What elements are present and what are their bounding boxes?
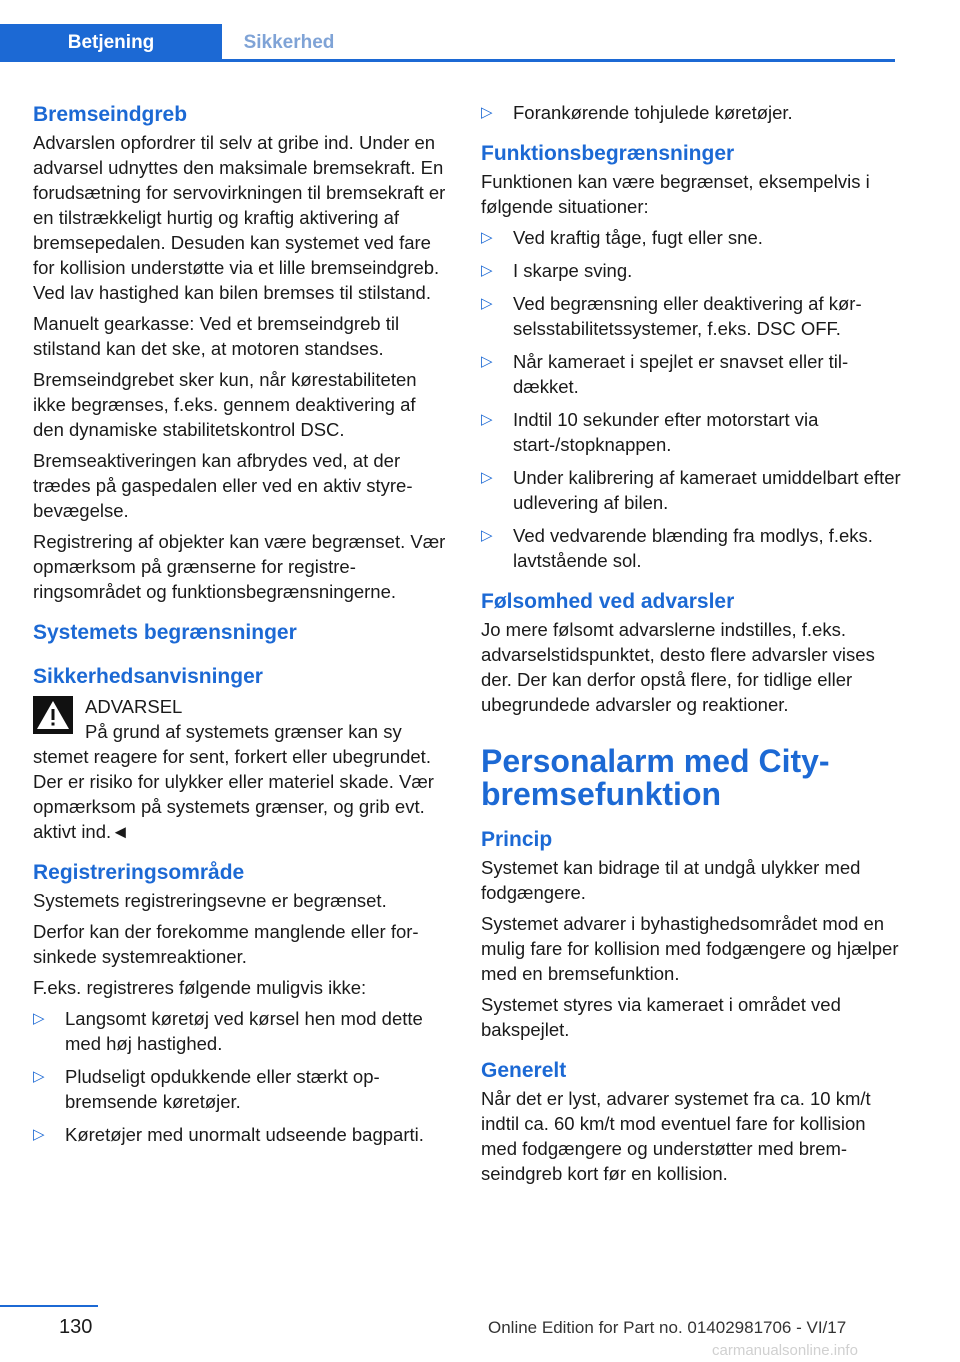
triangle-bullet-icon: ▷: [481, 469, 493, 486]
paragraph: Manuelt gearkasse: Ved et bremseindgreb til stilstand kan det ske, at motoren standses.: [33, 313, 400, 359]
triangle-bullet-icon: ▷: [481, 353, 493, 370]
paragraph: Systemet kan bidrage til at undgå ulykker med fodgængere.: [481, 857, 861, 903]
right-column: [481, 100, 901, 1192]
list-item: ▷ Under kalibrering af kameraet umiddelbart efter udlevering af bilen.: [481, 467, 901, 513]
list-item: ▷ Langsomt køretøj ved kørsel hen mod dette med høj hastighed.: [33, 1008, 423, 1054]
list-item: ▷ I skarpe sving.: [481, 260, 633, 281]
triangle-bullet-icon: ▷: [481, 229, 493, 246]
triangle-bullet-icon: ▷: [481, 104, 493, 121]
tab-underline: [0, 59, 895, 62]
warning-title: ADVARSEL: [85, 696, 183, 717]
heading-generelt: Generelt: [481, 1059, 567, 1082]
paragraph: Systemets registreringsevne er begrænset.: [33, 890, 387, 911]
list-item: ▷ Ved kraftig tåge, fugt eller sne.: [481, 227, 763, 248]
edition-note: Online Edition for Part no. 01402981706 - VI/17: [488, 1318, 847, 1337]
paragraph: Jo mere følsomt advarslerne indstilles, f.eks. advarselstidspunktet, desto flere advarsler vises der. Der kan derfor opstå flere, for tidlige eller ubegrundede advarsler og reaktioner.: [481, 619, 875, 715]
heading-sikkerhedsanvisninger: Sikkerhedsanvisninger: [33, 665, 263, 688]
paragraph: F.eks. registreres følgende muligvis ikke:: [33, 977, 367, 998]
heading-bremseindgreb: Bremseindgreb: [33, 103, 188, 126]
triangle-bullet-icon: ▷: [481, 262, 493, 279]
registration-list: [33, 1006, 451, 1147]
list-item: ▷ Indtil 10 sekunder efter motorstart via start-/stopknappen.: [481, 409, 819, 455]
paragraph: Funktionen kan være begrænset, eksempelvis i følgende situationer:: [481, 171, 870, 217]
function-limits-list: [481, 225, 901, 573]
triangle-bullet-icon: ▷: [481, 411, 493, 428]
registration-list-continued: [481, 100, 901, 125]
triangle-bullet-icon: ▷: [33, 1126, 45, 1143]
list-item: ▷ Forankørende tohjulede køretøjer.: [481, 102, 793, 123]
triangle-bullet-icon: ▷: [33, 1010, 45, 1027]
warning-triangle-icon: [33, 696, 73, 734]
paragraph: Bremseindgrebet sker kun, når kørestabiliteten ikke begrænses, f.eks. gennem deaktivering af den dynamiske stabilitetskontrol DSC.: [33, 369, 417, 440]
tab-sikkerhed[interactable]: Sikkerhed: [243, 32, 335, 53]
footer-rule: [0, 1305, 98, 1307]
warning-text: stemet reagere for sent, forkert eller ubegrundet. Der er risiko for ulykker eller materiel skade. Vær opmærksom på systemets grænser, og grib evt. aktivt ind.◄: [33, 746, 434, 842]
tab-betjening[interactable]: Betjening: [0, 24, 222, 59]
heading-foelsomhed: Følsomhed ved advarsler: [481, 590, 735, 613]
left-column: [33, 100, 451, 1155]
list-item: ▷ Ved vedvarende blænding fra modlys, f.eks. lavtstående sol.: [481, 525, 873, 571]
list-item: ▷ Pludseligt opdukkende eller stærkt opbremsende køretøjer.: [33, 1066, 380, 1112]
paragraph: Når det er lyst, advarer systemet fra ca. 10 km/t indtil ca. 60 km/t mod eventuel fare for kollision med fodgængere og understøtter med bremseindgreb kort før en kollision.: [481, 1088, 871, 1184]
triangle-bullet-icon: ▷: [481, 527, 493, 544]
list-item: ▷ Ved begrænsning eller deaktivering af kørselsstabilitetssystemer, f.eks. DSC OFF.: [481, 293, 862, 339]
paragraph: Bremseaktiveringen kan afbrydes ved, at der trædes på gaspedalen eller ved en aktiv styrebevægelse.: [33, 450, 413, 521]
list-item: ▷ Køretøjer med unormalt udseende bagparti.: [33, 1124, 424, 1145]
triangle-bullet-icon: ▷: [33, 1068, 45, 1085]
paragraph: Registrering af objekter kan være begrænset. Vær opmærksom på grænserne for registreringsområdet og funktionsbegrænsningerne.: [33, 531, 446, 602]
heading-registreringsomraade: Registreringsområde: [33, 861, 245, 884]
heading-systemets-begraensninger: Systemets begrænsninger: [33, 621, 297, 644]
warning-block: [33, 694, 451, 844]
paragraph: Systemet styres via kameraet i området ved bakspejlet.: [481, 994, 841, 1040]
triangle-bullet-icon: ▷: [481, 295, 493, 312]
chapter-tabs: [0, 24, 895, 62]
paragraph: Derfor kan der forekomme manglende eller forsinkede systemreaktioner.: [33, 921, 419, 967]
heading-princip: Princip: [481, 828, 553, 851]
list-item: ▷ Når kameraet i spejlet er snavset eller tildækket.: [481, 351, 849, 397]
page-number: 130: [59, 1316, 93, 1338]
heading-funktionsbegraensninger: Funktionsbegrænsninger: [481, 142, 735, 165]
paragraph: Systemet advarer i byhastighedsområdet mod en mulig fare for kollision med fodgængere og hjælper med en bremsefunktion.: [481, 913, 899, 984]
warning-lead-text: På grund af systemets grænser kan sy: [85, 721, 402, 742]
paragraph: Advarslen opfordrer til selv at gribe ind. Under en advarsel udnyttes den maksimale bremsekraft. En forudsætning for servovirkningen til bremsekraft er en tilstrækkeligt hurtig og kraftig aktivering af bremsepedalen. Desuden kan systemet ved fare for kollision understøtte via et lille bremseindgreb. Ved lav hastighed kan bilen bremses til stilstand.: [33, 132, 446, 303]
watermark: carmanualsonline.info: [712, 1342, 858, 1359]
section-title: Personalarm med City-bremsefunktion: [481, 743, 830, 812]
